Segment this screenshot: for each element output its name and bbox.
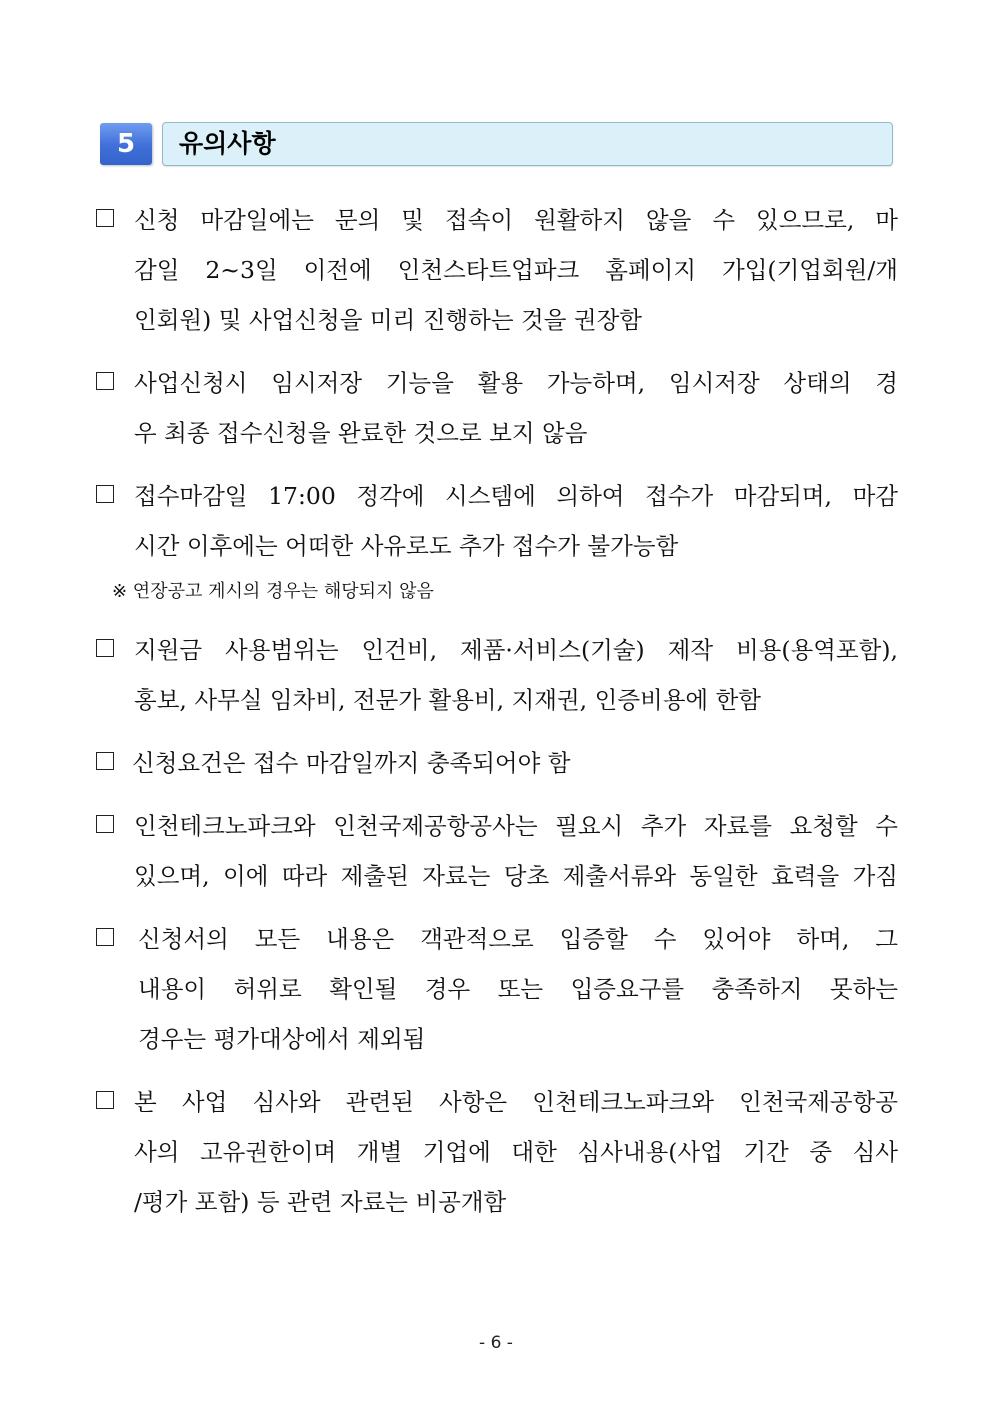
section-title: 유의사항	[179, 129, 276, 158]
checkbox-square-icon	[96, 209, 114, 227]
section-number-badge: 5	[100, 123, 152, 165]
text-line: 신청서의 모든 내용은 객관적으로 입증할 수 있어야 하며, 그	[138, 925, 898, 953]
notice-item-text	[134, 358, 898, 458]
text-line: 사업신청시 임시저장 기능을 활용 가능하며, 임시저장 상태의 경	[134, 369, 898, 397]
notice-item-text	[134, 471, 898, 571]
text-line: 내용이 허위로 확인될 경우 또는 입증요구를 충족하지 못하는	[138, 975, 898, 1003]
notice-item-text	[134, 625, 898, 725]
text-line: 신청요건은 접수 마감일까지 충족되어야 함	[132, 749, 571, 777]
notice-item-text	[134, 1077, 898, 1227]
text-line: /평가 포함) 등 관련 자료는 비공개함	[134, 1188, 507, 1216]
text-line: 우 최종 접수신청을 완료한 것으로 보지 않음	[134, 419, 588, 447]
text-line: 시간 이후에는 어떠한 사유로도 추가 접수가 불가능함	[134, 532, 679, 560]
notice-item-text	[132, 738, 896, 788]
section-title-box	[162, 122, 893, 166]
notice-item-text	[134, 195, 898, 345]
checkbox-square-icon	[96, 1091, 114, 1109]
checkbox-square-icon	[96, 372, 114, 390]
text-line: 있으며, 이에 따라 제출된 자료는 당초 제출서류와 동일한 효력을 가짐	[134, 862, 898, 890]
text-line: 인천테크노파크와 인천국제공항공사는 필요시 추가 자료를 요청할 수	[134, 812, 898, 840]
checkbox-square-icon	[96, 752, 114, 770]
text-line: 접수마감일 17:00 정각에 시스템에 의하여 접수가 마감되며, 마감	[134, 482, 898, 510]
text-line: 홍보, 사무실 임차비, 전문가 활용비, 지재권, 인증비용에 한함	[134, 686, 761, 714]
page-number: - 6 -	[479, 1333, 513, 1353]
checkbox-square-icon	[96, 928, 114, 946]
section-header	[100, 122, 893, 166]
text-line: 본 사업 심사와 관련된 사항은 인천테크노파크와 인천국제공항공	[134, 1088, 898, 1116]
text-line: 사의 고유권한이며 개별 기업에 대한 심사내용(사업 기간 중 심사	[134, 1138, 898, 1166]
checkbox-square-icon	[96, 485, 114, 503]
notice-item-text	[138, 914, 898, 1064]
text-line: 경우는 평가대상에서 제외됨	[138, 1025, 426, 1053]
text-line: 지원금 사용범위는 인건비, 제품·서비스(기술) 제작 비용(용역포함),	[134, 636, 898, 664]
checkbox-square-icon	[96, 815, 114, 833]
text-line: 감일 2~3일 이전에 인천스타트업파크 홈페이지 가입(기업회원/개	[134, 256, 898, 284]
text-line: 인회원) 및 사업신청을 미리 진행하는 것을 권장함	[134, 306, 643, 334]
checkbox-square-icon	[96, 639, 114, 657]
text-line: 신청 마감일에는 문의 및 접속이 원활하지 않을 수 있으므로, 마	[134, 206, 898, 234]
notice-item-text	[134, 801, 898, 901]
exception-note: ※ 연장공고 게시의 경우는 해당되지 않음	[112, 581, 434, 602]
